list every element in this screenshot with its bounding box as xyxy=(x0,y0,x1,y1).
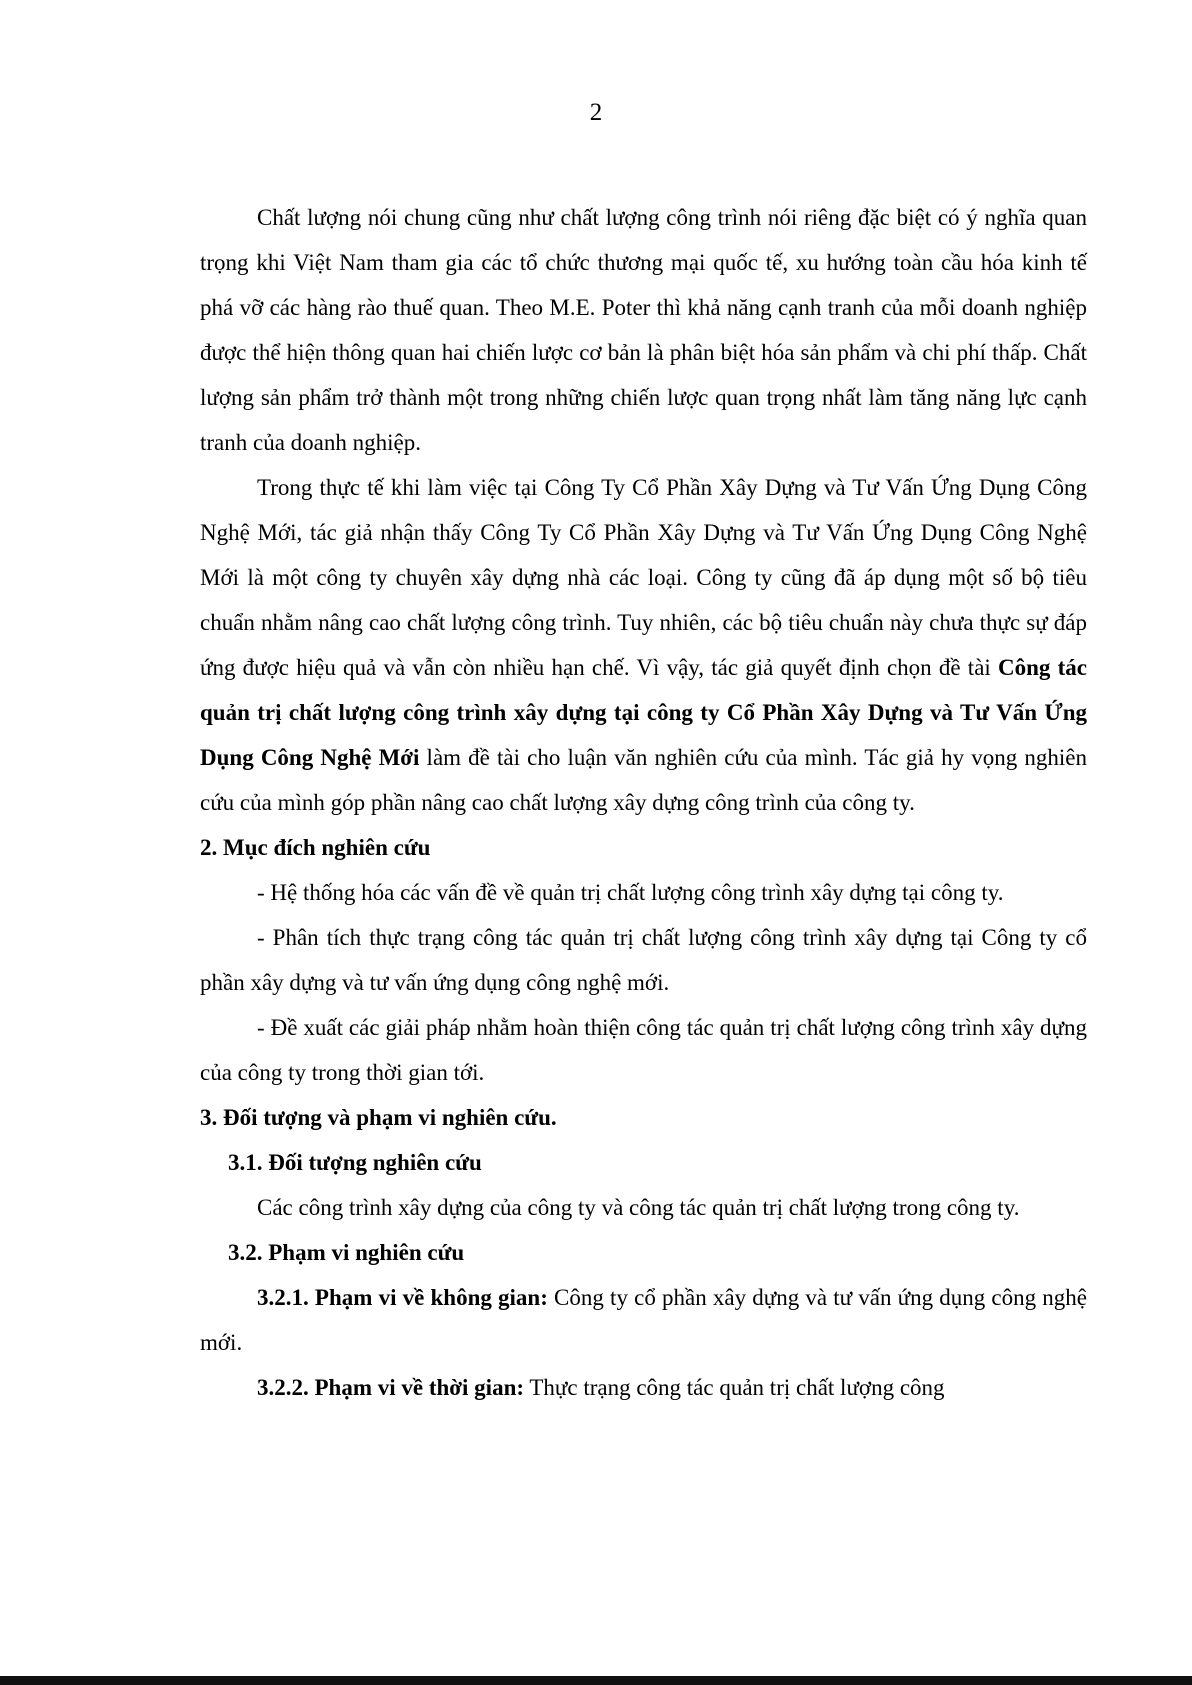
bottom-edge-divider xyxy=(0,1676,1192,1685)
section-heading-scope: 3. Đối tượng và phạm vi nghiên cứu. xyxy=(200,1105,557,1130)
object-text: Các công trình xây dựng của công ty và công tác quản trị chất lượng trong công ty. xyxy=(257,1195,1020,1220)
range-time-label: 3.2.2. Phạm vi về thời gian: xyxy=(257,1375,525,1400)
document-body xyxy=(200,195,1087,1410)
range-space-label: 3.2.1. Phạm vi về không gian: xyxy=(257,1285,548,1310)
range-space-text: Công ty cổ phần xây dựng và tư vấn ứng dụng công nghệ mới. xyxy=(200,1285,1087,1355)
range-time-text: Thực trạng công tác quản trị chất lượng công xyxy=(524,1375,945,1400)
paragraph-topic-start: Trong thực tế khi làm việc tại Công Ty Cổ Phần Xây Dựng và Tư Vấn Ứng Dụng Công Nghệ Mới, tác giả nhận thấy Công Ty Cổ Phần Xây Dựng và Tư Vấn Ứng Dụng Công Nghệ Mới là một công ty chuyên xây dựng nhà các loại. Công ty cũng đã áp dụng một số bộ tiêu chuẩn nhằm nâng cao chất lượng công trình. Tuy nhiên, các bộ tiêu chuẩn này chưa thực sự đáp ứng được hiệu quả và vẫn còn nhiều hạn chế. Vì vậy, tác giả quyết định chọn đề tài xyxy=(200,475,1087,680)
range-time xyxy=(200,1365,1087,1410)
purpose-item-2: - Phân tích thực trạng công tác quản trị chất lượng công trình xây dựng tại Công ty cổ phần xây dựng và tư vấn ứng dụng công nghệ mới. xyxy=(200,925,1087,995)
thesis-title-bold: Công tác quản trị chất lượng công trình xây dựng tại công ty Cổ Phần Xây Dựng và Tư Vấn Ứng Dụng Công Nghệ Mới xyxy=(200,655,1087,770)
subsection-heading-range: 3.2. Phạm vi nghiên cứu xyxy=(228,1240,465,1265)
range-space xyxy=(200,1275,1087,1365)
paragraph-intro-quality: Chất lượng nói chung cũng như chất lượng công trình nói riêng đặc biệt có ý nghĩa quan trọng khi Việt Nam tham gia các tổ chức thương mại quốc tế, xu hướng toàn cầu hóa kinh tế phá vỡ các hàng rào thuế quan. Theo M.E. Poter thì khả năng cạnh tranh của mỗi doanh nghiệp được thể hiện thông quan hai chiến lược cơ bản là phân biệt hóa sản phẩm và chi phí thấp. Chất lượng sản phẩm trở thành một trong những chiến lược quan trọng nhất làm tăng năng lực cạnh tranh của doanh nghiệp. xyxy=(200,205,1087,455)
purpose-item-3: - Đề xuất các giải pháp nhằm hoàn thiện công tác quản trị chất lượng công trình xây dựng của công ty trong thời gian tới. xyxy=(200,1015,1087,1085)
subsection-heading-object: 3.1. Đối tượng nghiên cứu xyxy=(228,1150,482,1175)
paragraph-topic-end: làm đề tài cho luận văn nghiên cứu của mình. Tác giả hy vọng nghiên cứu của mình góp phần nâng cao chất lượng xây dựng công trình của công ty. xyxy=(200,745,1087,815)
paragraph-topic-selection xyxy=(200,465,1087,825)
purpose-item-1: - Hệ thống hóa các vấn đề về quản trị chất lượng công trình xây dựng tại công ty. xyxy=(257,880,1004,905)
page-number: 2 xyxy=(589,99,603,126)
section-heading-purpose: 2. Mục đích nghiên cứu xyxy=(200,835,431,860)
